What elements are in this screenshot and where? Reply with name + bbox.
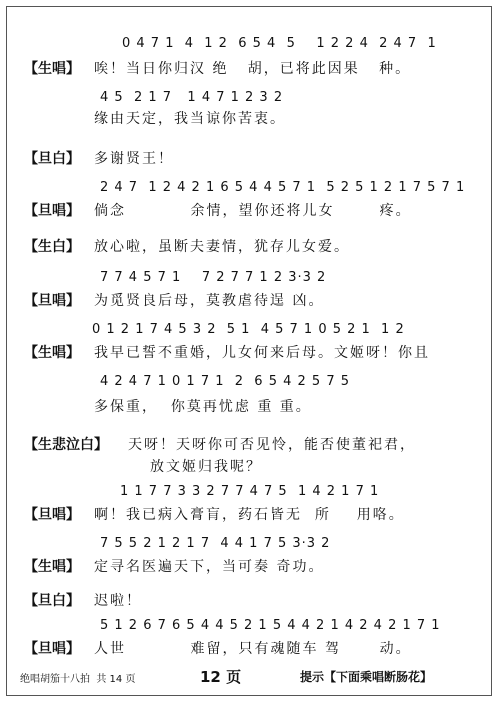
notation-line: 2 4 7 1 2 4 2 1 6 5 4 4 5 7 1 5 2 5 1 2 1 7 5 7 1 <box>100 180 466 195</box>
next-song-hint: 提示【下面乘唱断肠花】 <box>300 670 433 684</box>
notation-line: 5 1 2 6 7 6 5 4 4 5 2 1 5 4 4 2 1 4 2 4 2 1 7 1 <box>100 618 441 633</box>
lyric-line: 倘念 余情，望你还将儿女 疼。 <box>94 203 412 219</box>
lyric-line: 迟啦！ <box>94 593 142 609</box>
role-label: 【生唱】 <box>24 61 80 77</box>
lyric-line: 啊！我已病入膏肓，药石皆无 所 用咯。 <box>94 507 405 523</box>
notation-line: 0 4 7 1 4 1 2 6 5 4 5 1 2 2 4 2 4 7 1 <box>122 36 437 51</box>
role-label: 【旦唱】 <box>24 641 80 657</box>
lyric-line: 我早已誓不重婚，儿女何来后母。文姬呀！你且 <box>94 345 430 361</box>
notation-line: 7 7 4 5 7 1 7 2 7 7 1 2 3·3 2 <box>100 270 327 285</box>
role-label: 【旦唱】 <box>24 203 80 219</box>
role-label: 【生悲泣白】 <box>24 437 108 453</box>
lyric-line: 天呀！天呀你可否见怜，能否使董祀君， <box>128 437 416 453</box>
role-label: 【旦白】 <box>24 593 80 609</box>
page-number: 12 页 <box>200 668 242 686</box>
role-label: 【旦唱】 <box>24 507 80 523</box>
notation-line: 4 2 4 7 1 0 1 7 1 2 6 5 4 2 5 7 5 <box>100 374 350 389</box>
role-label: 【生唱】 <box>24 345 80 361</box>
role-label: 【生唱】 <box>24 559 80 575</box>
lyric-line: 唉！当日你归汉 绝 胡，已将此因果 种。 <box>94 61 412 77</box>
footer-info: 绝唱胡笳十八拍 共 14 页 <box>20 674 136 685</box>
notation-line: 7 5 5 2 1 2 1 7 4 4 1 7 5 3·3 2 <box>100 536 331 551</box>
lyric-line: 定寻名医遍天下，当可奏 奇功。 <box>94 559 325 575</box>
lyric-line: 人世 难留，只有魂随车 驾 动。 <box>94 641 412 657</box>
lyric-line: 放心啦，虽断夫妻情，犹存儿女爱。 <box>94 239 350 255</box>
notation-line: 4 5 2 1 7 1 4 7 1 2 3 2 <box>100 90 284 105</box>
lyric-line: 多谢贤王！ <box>94 151 174 167</box>
notation-line: 1 1 7 7 3 3 2 7 7 4 7 5 1 4 2 1 7 1 <box>120 484 380 499</box>
lyric-line: 多保重， 你莫再忧虑 重 重。 <box>94 399 312 415</box>
notation-line: 0 1 2 1 7 4 5 3 2 5 1 4 5 7 1 0 5 2 1 1 2 <box>92 322 405 337</box>
lyric-line: 为觅贤良后母，莫教虐待逞 凶。 <box>94 293 325 309</box>
role-label: 【旦唱】 <box>24 293 80 309</box>
role-label: 【旦白】 <box>24 151 80 167</box>
lyric-line: 缘由天定，我当谅你苦衷。 <box>94 111 286 127</box>
role-label: 【生白】 <box>24 239 80 255</box>
lyric-line: 放文姬归我呢？ <box>150 459 262 475</box>
